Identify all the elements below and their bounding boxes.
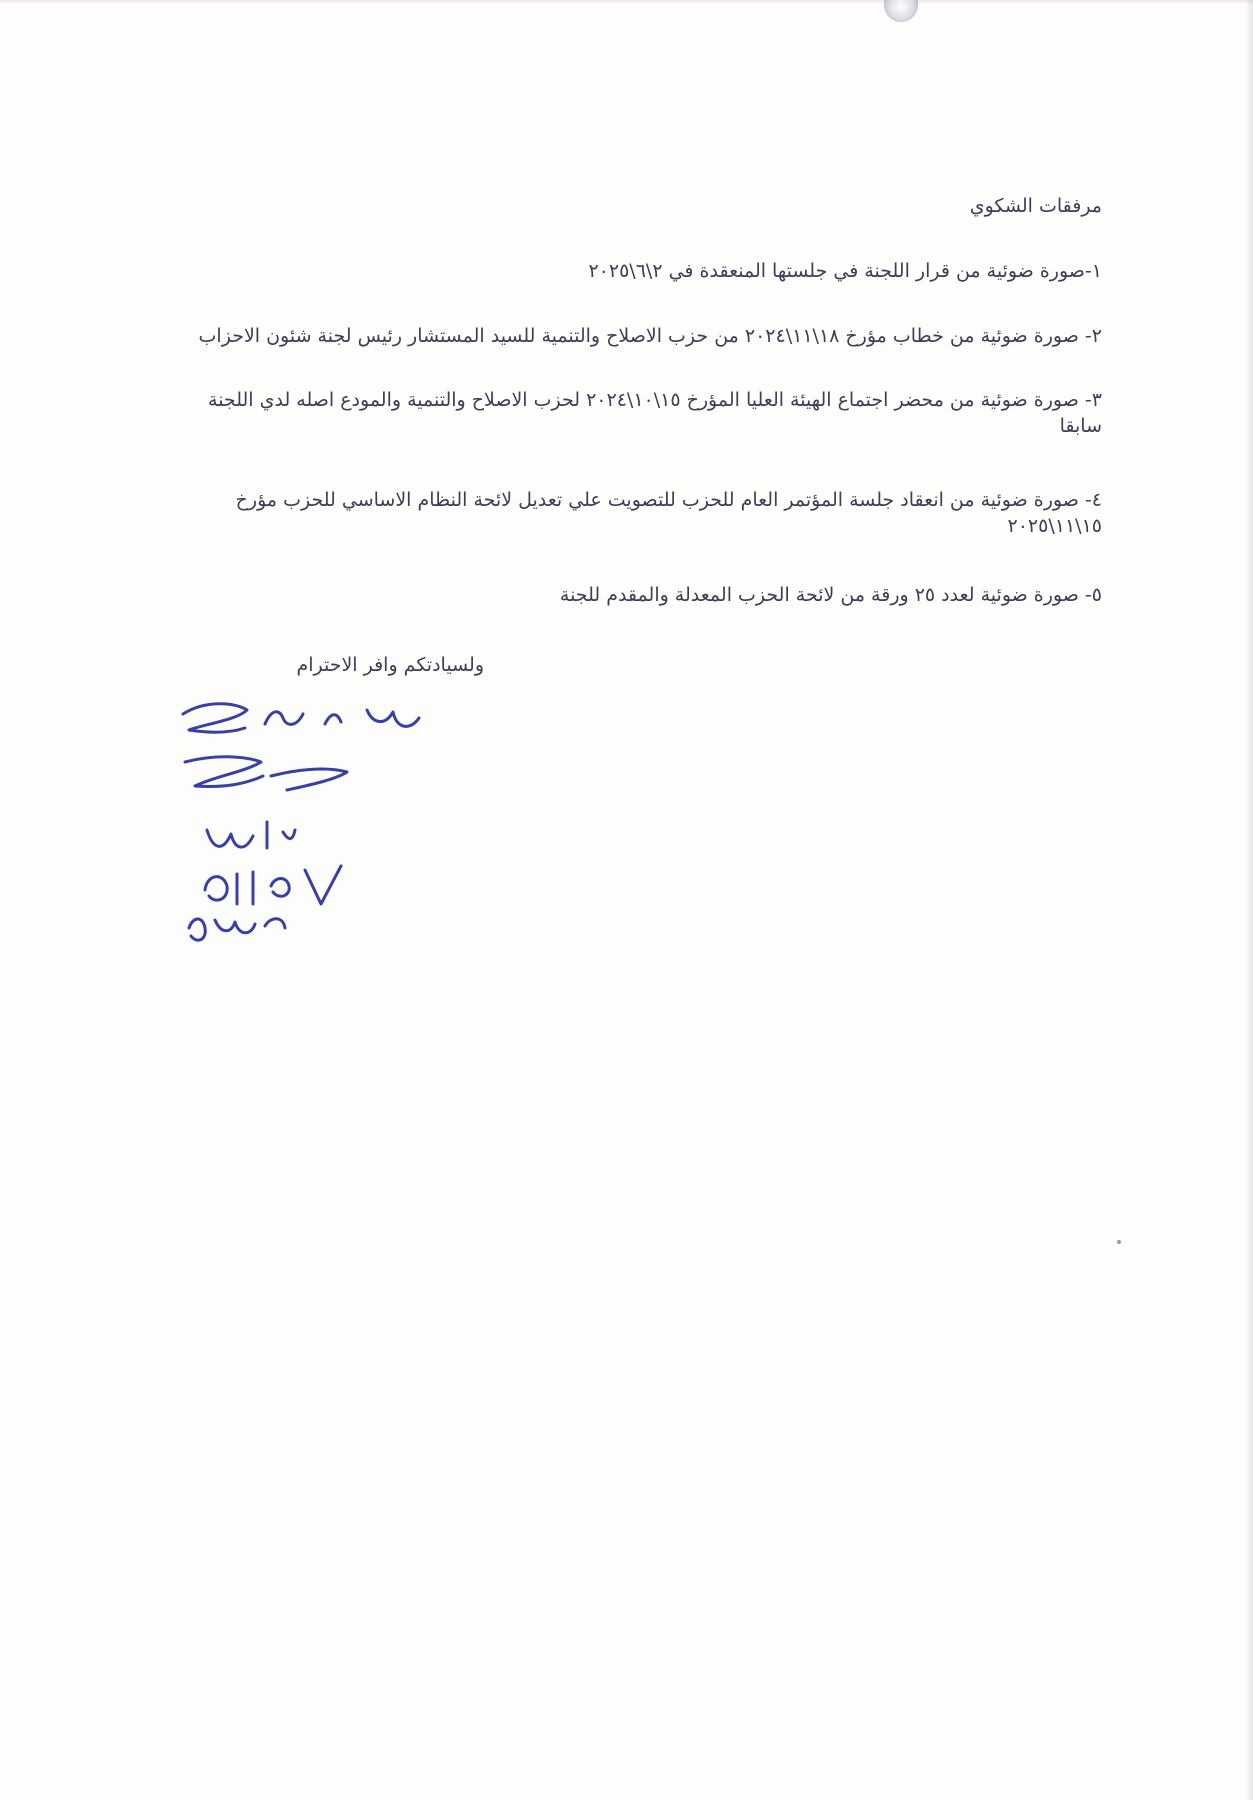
- binder-clip-icon: [884, 0, 918, 22]
- attachment-item-2: ٢- صورة ضوئية من خطاب مؤرخ ١٨\١١\٢٠٢٤ من حزب الاصلاح والتنمية للسيد المستشار رئيس لجنة شئون الاحزاب: [198, 325, 1102, 347]
- attachment-item-1: ١-صورة ضوئية من قرار اللجنة في جلستها المنعقدة في ٢\٦\٢٠٢٥: [588, 260, 1102, 282]
- attachment-item-4: ٤- صورة ضوئية من انعقاد جلسة المؤتمر العام للحزب للتصويت علي تعديل لائحة النظام الاساسي للحزب مؤرخ ١٥\١١\٢٠٢٥: [235, 489, 1102, 537]
- attachments-heading: مرفقات الشكوي: [969, 195, 1102, 217]
- attachment-item-5: ٥- صورة ضوئية لعدد ٢٥ ورقة من لائحة الحزب المعدلة والمقدم للجنة: [559, 584, 1102, 606]
- attachment-item-3: ٣- صورة ضوئية من محضر اجتماع الهيئة العليا المؤرخ ١٥\١٠\٢٠٢٤ لحزب الاصلاح والتنمية والمودع اصله لدي اللجنة سابقا: [208, 389, 1102, 437]
- scan-edge-right: [1245, 0, 1253, 1800]
- scan-speck: [1117, 1240, 1121, 1244]
- closing-salutation: ولسيادتكم وافر الاحترام: [296, 654, 484, 676]
- scan-edge-top: [0, 0, 1253, 4]
- handwritten-signature: [175, 690, 465, 950]
